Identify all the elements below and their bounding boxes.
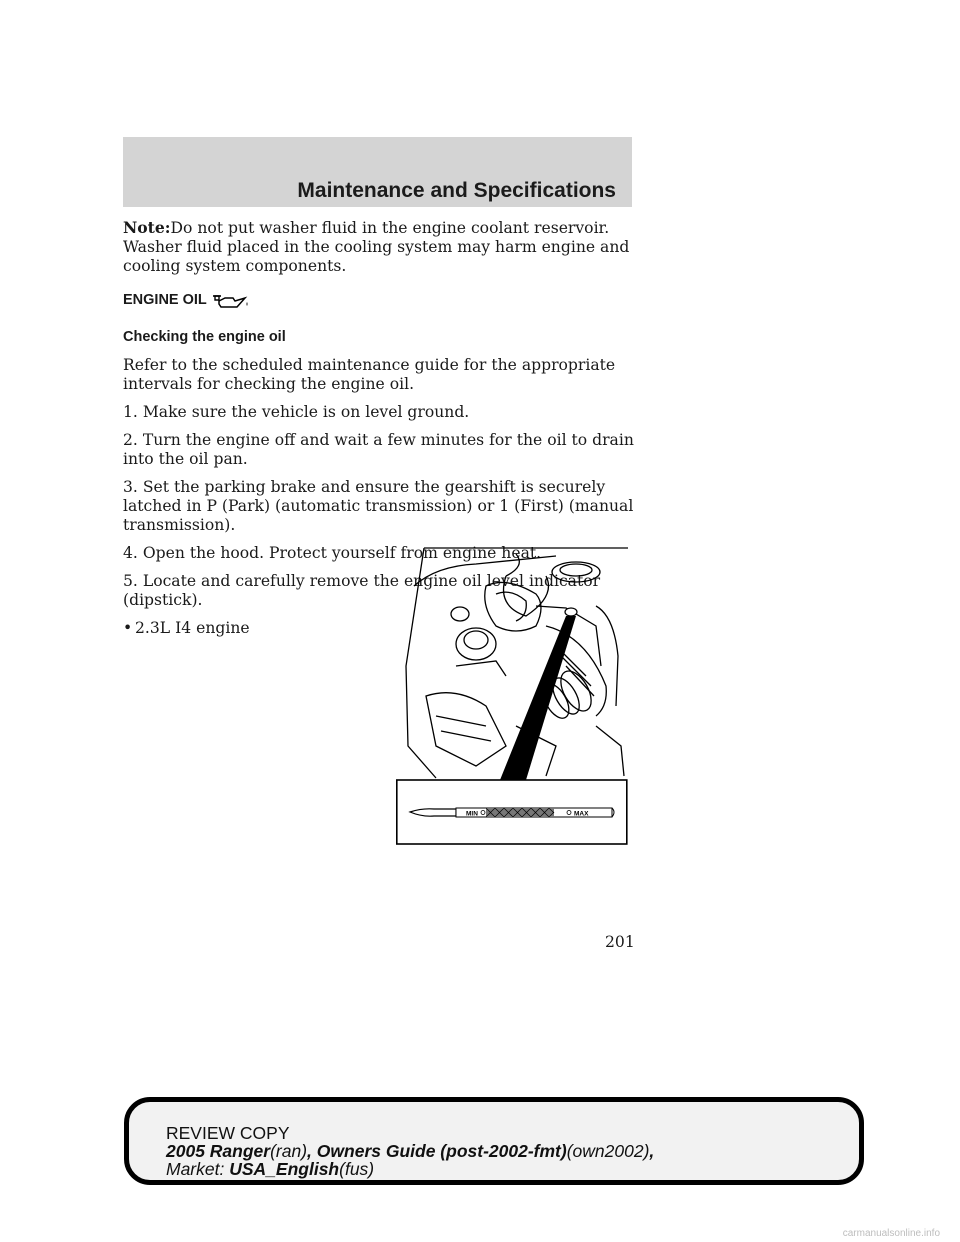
bullet-text: 2.3L I4 engine [135, 619, 250, 637]
dipstick-min-label: MIN [466, 810, 478, 818]
subheading: Checking the engine oil [123, 329, 286, 345]
section-heading-text: ENGINE OIL [123, 292, 207, 308]
review-copy-model-line [166, 1142, 654, 1160]
page-title: Maintenance and Specifications [297, 179, 616, 202]
review-copy-market-line [166, 1160, 654, 1178]
separator-2: , [649, 1141, 655, 1161]
step-3: 3. Set the parking brake and ensure the gearshift is securely latched in P (Park) (automatic transmission) or 1 (First) (manual transmission). [123, 478, 634, 534]
market-code: (fus) [339, 1159, 375, 1179]
oil-can-icon [211, 292, 251, 310]
bullet-symbol: • [123, 619, 133, 637]
watermark: carmanualsonline.info [842, 1228, 940, 1239]
model-name: 2005 Ranger [166, 1141, 271, 1161]
step-5: 5. Locate and carefully remove the engine oil level indicator (dipstick). [123, 572, 601, 609]
market-name: USA_English [229, 1159, 340, 1179]
note-paragraph [123, 218, 643, 276]
review-copy-text [166, 1124, 654, 1178]
market-label: Market: [166, 1159, 225, 1179]
guide-code: (own2002) [566, 1141, 650, 1161]
model-code: (ran) [270, 1141, 308, 1161]
note-text: Do not put washer fluid in the engine coolant reservoir. Washer fluid placed in the cooling system may harm engine and cooling system components. [123, 219, 630, 275]
header-band [123, 137, 632, 207]
step-4: 4. Open the hood. Protect yourself from engine heat. [123, 544, 542, 562]
engine-oil-dipstick-illustration [396, 546, 629, 846]
page-number: 201 [605, 933, 635, 951]
guide-name: Owners Guide (post-2002-fmt) [316, 1141, 567, 1161]
step-2: 2. Turn the engine off and wait a few minutes for the oil to drain into the oil pan. [123, 431, 634, 468]
note-label: Note: [123, 218, 171, 237]
separator-1: , [307, 1141, 312, 1161]
step-1: 1. Make sure the vehicle is on level ground. [123, 403, 470, 421]
dipstick-max-label: MAX [574, 810, 589, 818]
review-copy-label: REVIEW COPY [166, 1123, 290, 1143]
intro-paragraph: Refer to the scheduled maintenance guide for the appropriate intervals for checking the engine oil. [123, 356, 616, 393]
section-heading [123, 291, 643, 310]
